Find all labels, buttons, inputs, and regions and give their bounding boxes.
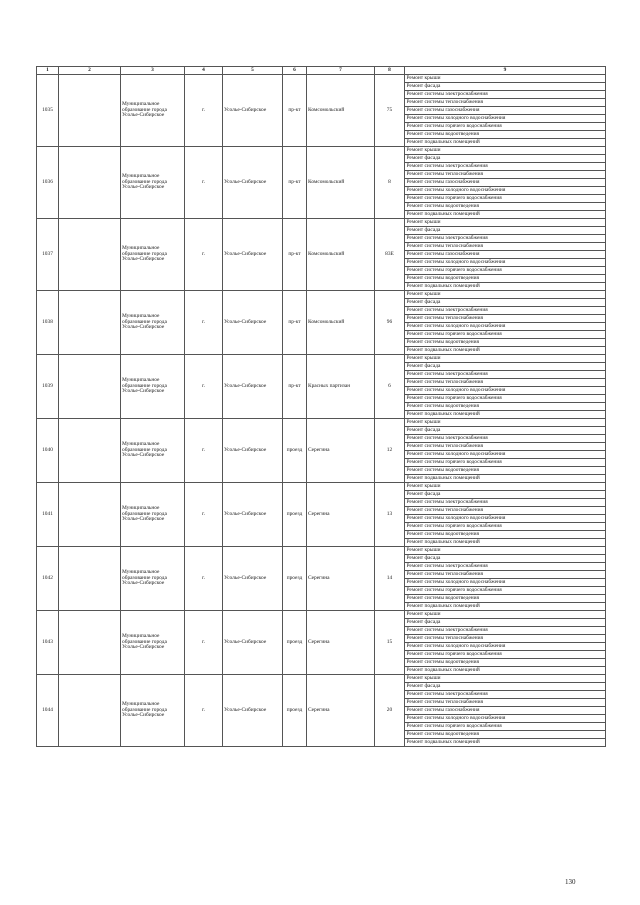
work-item-cell: Ремонт подвальных помещений	[405, 411, 606, 419]
city-cell: Усолье-Сибирское	[223, 419, 283, 483]
work-item-cell: Ремонт крыши	[405, 547, 606, 555]
street-cell: Серегина	[307, 675, 375, 747]
municipality-cell: Муниципальное образование города Усолье-Сибирское	[121, 611, 185, 675]
street-cell: Комсомольский	[307, 219, 375, 291]
work-item-cell: Ремонт крыши	[405, 483, 606, 491]
work-item-cell: Ремонт системы электроснабжения	[405, 627, 606, 635]
page-number: 130	[565, 878, 576, 886]
city-cell: Усолье-Сибирское	[223, 611, 283, 675]
work-item-cell: Ремонт системы холодного водоснабжения	[405, 259, 606, 267]
settlement-type-cell: г.	[185, 291, 223, 355]
work-item-cell: Ремонт системы электроснабжения	[405, 163, 606, 171]
column-header: 5	[223, 67, 283, 75]
work-item-cell: Ремонт системы холодного водоснабжения	[405, 579, 606, 587]
work-item-cell: Ремонт системы электроснабжения	[405, 499, 606, 507]
work-item-cell: Ремонт крыши	[405, 219, 606, 227]
column-header: 9	[405, 67, 606, 75]
street-type-cell: пр-кт	[283, 219, 307, 291]
settlement-type-cell: г.	[185, 675, 223, 747]
row-number: 1035	[37, 75, 59, 147]
municipality-cell: Муниципальное образование города Усолье-Сибирское	[121, 219, 185, 291]
work-item-cell: Ремонт крыши	[405, 355, 606, 363]
column-2-cell	[59, 75, 121, 147]
table-row	[37, 355, 606, 363]
work-item-cell: Ремонт системы теплоснабжения	[405, 443, 606, 451]
work-item-cell: Ремонт подвальных помещений	[405, 739, 606, 747]
column-2-cell	[59, 291, 121, 355]
city-cell: Усолье-Сибирское	[223, 219, 283, 291]
table-row	[37, 75, 606, 83]
column-header: 1	[37, 67, 59, 75]
work-item-cell: Ремонт системы электроснабжения	[405, 371, 606, 379]
header-row	[37, 67, 606, 75]
work-item-cell: Ремонт фасада	[405, 83, 606, 91]
municipality-cell: Муниципальное образование города Усолье-Сибирское	[121, 483, 185, 547]
work-item-cell: Ремонт системы электроснабжения	[405, 563, 606, 571]
row-number: 1044	[37, 675, 59, 747]
work-item-cell: Ремонт системы теплоснабжения	[405, 171, 606, 179]
house-number-cell: 75	[375, 75, 405, 147]
settlement-type-cell: г.	[185, 547, 223, 611]
street-type-cell: проезд	[283, 419, 307, 483]
table-row	[37, 219, 606, 227]
work-item-cell: Ремонт системы теплоснабжения	[405, 315, 606, 323]
work-item-cell: Ремонт системы холодного водоснабжения	[405, 451, 606, 459]
city-cell: Усолье-Сибирское	[223, 547, 283, 611]
column-2-cell	[59, 483, 121, 547]
work-item-cell: Ремонт системы холодного водоснабжения	[405, 323, 606, 331]
column-header: 3	[121, 67, 185, 75]
row-number: 1036	[37, 147, 59, 219]
work-item-cell: Ремонт крыши	[405, 75, 606, 83]
work-item-cell: Ремонт системы водоотведения	[405, 131, 606, 139]
works-table	[36, 66, 606, 747]
settlement-type-cell: г.	[185, 355, 223, 419]
work-item-cell: Ремонт системы водоотведения	[405, 275, 606, 283]
column-header: 4	[185, 67, 223, 75]
work-item-cell: Ремонт системы холодного водоснабжения	[405, 187, 606, 195]
work-item-cell: Ремонт фасада	[405, 363, 606, 371]
house-number-cell: 14	[375, 547, 405, 611]
work-item-cell: Ремонт фасада	[405, 683, 606, 691]
street-cell: Серегина	[307, 419, 375, 483]
city-cell: Усолье-Сибирское	[223, 355, 283, 419]
municipality-cell: Муниципальное образование города Усолье-Сибирское	[121, 355, 185, 419]
house-number-cell: 20	[375, 675, 405, 747]
column-2-cell	[59, 547, 121, 611]
column-header: 8	[375, 67, 405, 75]
work-item-cell: Ремонт подвальных помещений	[405, 139, 606, 147]
street-cell: Серегина	[307, 483, 375, 547]
municipality-cell: Муниципальное образование города Усолье-Сибирское	[121, 675, 185, 747]
work-item-cell: Ремонт системы водоотведения	[405, 203, 606, 211]
work-item-cell: Ремонт подвальных помещений	[405, 283, 606, 291]
work-item-cell: Ремонт фасада	[405, 491, 606, 499]
street-type-cell: проезд	[283, 675, 307, 747]
street-type-cell: пр-кт	[283, 75, 307, 147]
work-item-cell: Ремонт системы электроснабжения	[405, 435, 606, 443]
work-item-cell: Ремонт системы газоснабжения	[405, 107, 606, 115]
street-cell: Серегина	[307, 611, 375, 675]
street-cell: Комсомольский	[307, 75, 375, 147]
settlement-type-cell: г.	[185, 611, 223, 675]
work-item-cell: Ремонт крыши	[405, 291, 606, 299]
row-number: 1042	[37, 547, 59, 611]
work-item-cell: Ремонт системы горячего водоснабжения	[405, 395, 606, 403]
work-item-cell: Ремонт системы теплоснабжения	[405, 699, 606, 707]
column-header: 7	[307, 67, 375, 75]
work-item-cell: Ремонт системы электроснабжения	[405, 91, 606, 99]
settlement-type-cell: г.	[185, 483, 223, 547]
work-item-cell: Ремонт системы холодного водоснабжения	[405, 515, 606, 523]
house-number-cell: 15	[375, 611, 405, 675]
row-number: 1040	[37, 419, 59, 483]
street-cell: Красных партизан	[307, 355, 375, 419]
work-item-cell: Ремонт крыши	[405, 611, 606, 619]
settlement-type-cell: г.	[185, 219, 223, 291]
street-cell: Комсомольский	[307, 291, 375, 355]
work-item-cell: Ремонт системы водоотведения	[405, 467, 606, 475]
work-item-cell: Ремонт системы электроснабжения	[405, 307, 606, 315]
work-item-cell: Ремонт системы водоотведения	[405, 595, 606, 603]
work-item-cell: Ремонт системы газоснабжения	[405, 707, 606, 715]
work-item-cell: Ремонт фасада	[405, 619, 606, 627]
city-cell: Усолье-Сибирское	[223, 483, 283, 547]
work-item-cell: Ремонт подвальных помещений	[405, 603, 606, 611]
work-item-cell: Ремонт системы горячего водоснабжения	[405, 523, 606, 531]
work-item-cell: Ремонт подвальных помещений	[405, 347, 606, 355]
house-number-cell: 13	[375, 483, 405, 547]
municipality-cell: Муниципальное образование города Усолье-Сибирское	[121, 291, 185, 355]
street-type-cell: пр-кт	[283, 147, 307, 219]
work-item-cell: Ремонт системы горячего водоснабжения	[405, 459, 606, 467]
work-item-cell: Ремонт системы холодного водоснабжения	[405, 115, 606, 123]
row-number: 1038	[37, 291, 59, 355]
work-item-cell: Ремонт подвальных помещений	[405, 539, 606, 547]
house-number-cell: 83Е	[375, 219, 405, 291]
column-2-cell	[59, 147, 121, 219]
municipality-cell: Муниципальное образование города Усолье-Сибирское	[121, 419, 185, 483]
column-2-cell	[59, 219, 121, 291]
work-item-cell: Ремонт системы горячего водоснабжения	[405, 331, 606, 339]
work-item-cell: Ремонт системы теплоснабжения	[405, 635, 606, 643]
work-item-cell: Ремонт крыши	[405, 419, 606, 427]
work-item-cell: Ремонт фасада	[405, 427, 606, 435]
table-row	[37, 547, 606, 555]
work-item-cell: Ремонт системы горячего водоснабжения	[405, 123, 606, 131]
work-item-cell: Ремонт подвальных помещений	[405, 211, 606, 219]
street-cell: Комсомольский	[307, 147, 375, 219]
table-row	[37, 147, 606, 155]
street-cell: Серегина	[307, 547, 375, 611]
column-2-cell	[59, 355, 121, 419]
street-type-cell: проезд	[283, 611, 307, 675]
work-item-cell: Ремонт фасада	[405, 227, 606, 235]
city-cell: Усолье-Сибирское	[223, 291, 283, 355]
row-number: 1043	[37, 611, 59, 675]
table-row	[37, 483, 606, 491]
work-item-cell: Ремонт системы горячего водоснабжения	[405, 651, 606, 659]
city-cell: Усолье-Сибирское	[223, 75, 283, 147]
street-type-cell: проезд	[283, 547, 307, 611]
work-item-cell: Ремонт системы горячего водоснабжения	[405, 267, 606, 275]
column-header: 2	[59, 67, 121, 75]
work-item-cell: Ремонт фасада	[405, 155, 606, 163]
column-2-cell	[59, 419, 121, 483]
table-row	[37, 675, 606, 683]
street-type-cell: проезд	[283, 483, 307, 547]
table-row	[37, 611, 606, 619]
municipality-cell: Муниципальное образование города Усолье-Сибирское	[121, 547, 185, 611]
work-item-cell: Ремонт системы водоотведения	[405, 659, 606, 667]
row-number: 1039	[37, 355, 59, 419]
street-type-cell: пр-кт	[283, 355, 307, 419]
table-body	[37, 75, 606, 747]
work-item-cell: Ремонт системы теплоснабжения	[405, 99, 606, 107]
work-item-cell: Ремонт крыши	[405, 147, 606, 155]
work-item-cell: Ремонт системы горячего водоснабжения	[405, 587, 606, 595]
work-item-cell: Ремонт системы водоотведения	[405, 731, 606, 739]
work-item-cell: Ремонт системы теплоснабжения	[405, 507, 606, 515]
house-number-cell: 6	[375, 355, 405, 419]
municipality-cell: Муниципальное образование города Усолье-Сибирское	[121, 147, 185, 219]
work-item-cell: Ремонт системы электроснабжения	[405, 691, 606, 699]
work-item-cell: Ремонт системы газоснабжения	[405, 179, 606, 187]
work-item-cell: Ремонт подвальных помещений	[405, 475, 606, 483]
work-item-cell: Ремонт системы горячего водоснабжения	[405, 723, 606, 731]
house-number-cell: 96	[375, 291, 405, 355]
work-item-cell: Ремонт системы теплоснабжения	[405, 243, 606, 251]
work-item-cell: Ремонт системы газоснабжения	[405, 251, 606, 259]
work-item-cell: Ремонт системы водоотведения	[405, 403, 606, 411]
work-item-cell: Ремонт системы теплоснабжения	[405, 379, 606, 387]
city-cell: Усолье-Сибирское	[223, 147, 283, 219]
work-item-cell: Ремонт фасада	[405, 555, 606, 563]
table-row	[37, 419, 606, 427]
settlement-type-cell: г.	[185, 75, 223, 147]
work-item-cell: Ремонт системы холодного водоснабжения	[405, 387, 606, 395]
work-item-cell: Ремонт системы холодного водоснабжения	[405, 715, 606, 723]
house-number-cell: 8	[375, 147, 405, 219]
column-2-cell	[59, 675, 121, 747]
table-row	[37, 291, 606, 299]
work-item-cell: Ремонт системы водоотведения	[405, 531, 606, 539]
work-item-cell: Ремонт системы теплоснабжения	[405, 571, 606, 579]
row-number: 1037	[37, 219, 59, 291]
street-type-cell: пр-кт	[283, 291, 307, 355]
work-item-cell: Ремонт подвальных помещений	[405, 667, 606, 675]
column-2-cell	[59, 611, 121, 675]
work-item-cell: Ремонт системы водоотведения	[405, 339, 606, 347]
work-item-cell: Ремонт системы электроснабжения	[405, 235, 606, 243]
settlement-type-cell: г.	[185, 147, 223, 219]
row-number: 1041	[37, 483, 59, 547]
city-cell: Усолье-Сибирское	[223, 675, 283, 747]
house-number-cell: 12	[375, 419, 405, 483]
work-item-cell: Ремонт системы холодного водоснабжения	[405, 643, 606, 651]
work-item-cell: Ремонт системы горячего водоснабжения	[405, 195, 606, 203]
municipality-cell: Муниципальное образование города Усолье-Сибирское	[121, 75, 185, 147]
work-item-cell: Ремонт фасада	[405, 299, 606, 307]
settlement-type-cell: г.	[185, 419, 223, 483]
work-item-cell: Ремонт крыши	[405, 675, 606, 683]
column-header: 6	[283, 67, 307, 75]
